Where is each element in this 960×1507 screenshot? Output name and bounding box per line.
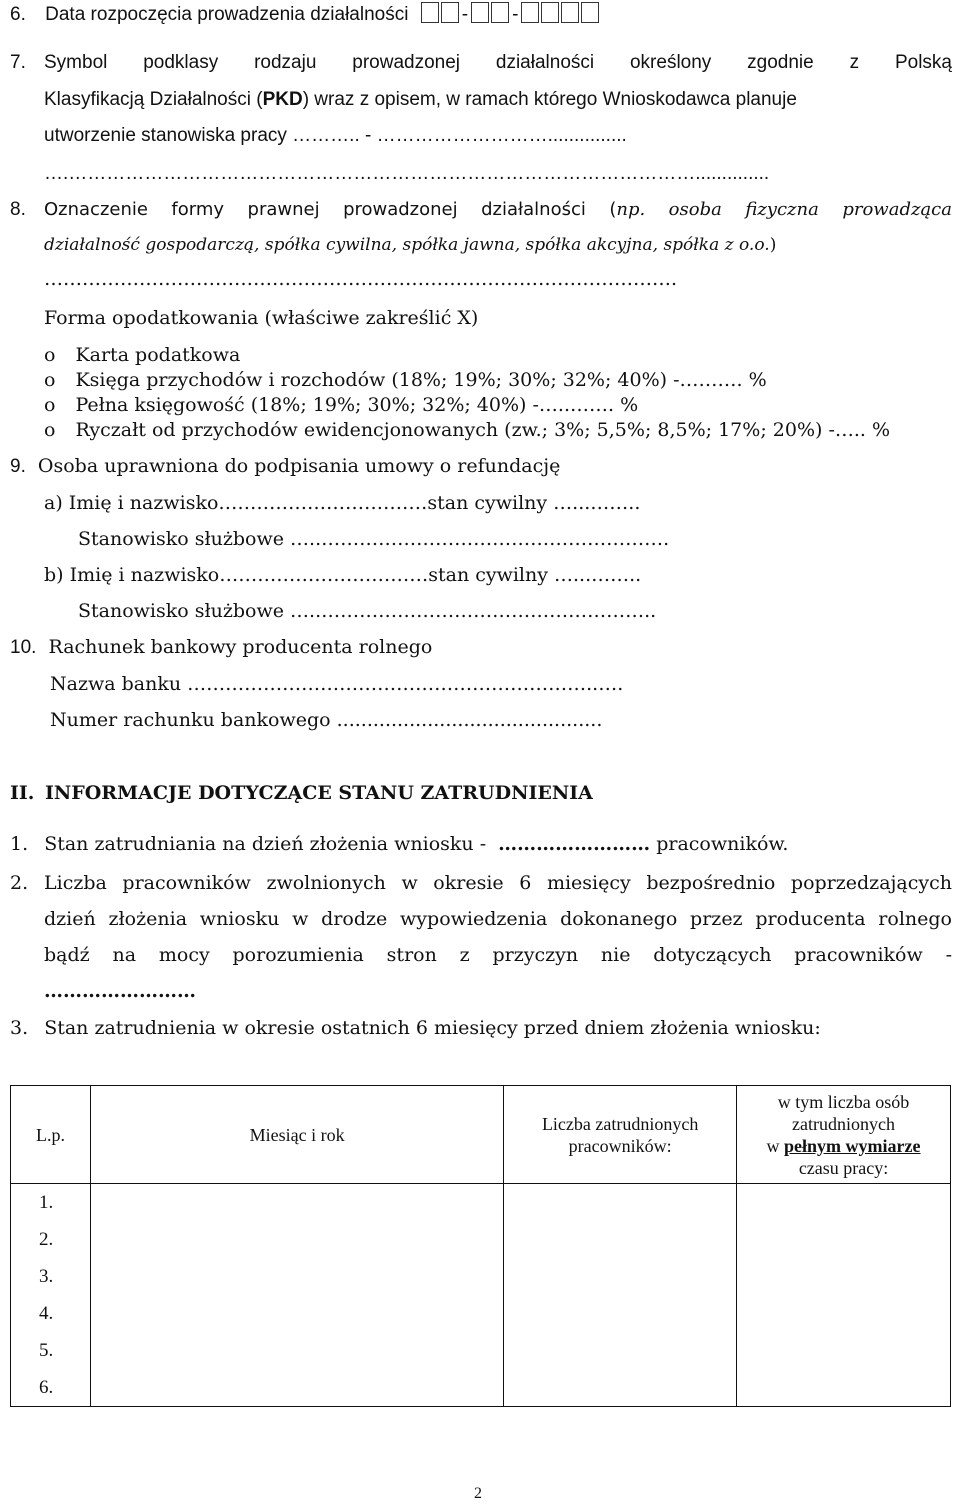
item-8-example-cont: działalność gospodarczą, spółka cywilna, spółka jawna, spółka akcyjna, spółka z o.o. — [44, 235, 770, 255]
account-number-field[interactable]: Numer rachunku bankowego ............................................ — [50, 709, 603, 731]
header-full-time-line-3: czasu pracy: — [798, 1157, 889, 1178]
month-cell[interactable] — [90, 1369, 503, 1407]
header-full-time-emph: pełnym wymiarze — [784, 1135, 921, 1156]
month-cell[interactable] — [90, 1332, 503, 1369]
tax-form-title: Forma opodatkowania (właściwe zakreślić X) — [44, 307, 479, 329]
full-time-cell[interactable] — [737, 1258, 951, 1295]
item-8-paren: ) — [769, 235, 777, 255]
row-number: 3. — [11, 1258, 91, 1295]
checkbox-icon[interactable]: o — [44, 369, 56, 391]
item-7-text: ) wraz z opisem, w ramach którego Wnioskodawca planuje — [302, 89, 797, 110]
date-day-box-2[interactable] — [441, 2, 459, 23]
table-row — [11, 1295, 951, 1332]
date-year-box-2[interactable] — [541, 2, 559, 23]
full-time-cell[interactable] — [737, 1184, 951, 1222]
point-3 — [10, 1017, 821, 1039]
full-time-cell[interactable] — [737, 1295, 951, 1332]
count-cell[interactable] — [504, 1184, 737, 1222]
item-10-number: 10. — [10, 637, 37, 658]
tax-option-label: Księga przychodów i rozchodów (18%; 19%; 30%; 32%; 40%) -………. % — [75, 369, 767, 391]
header-full-time-prefix: w — [766, 1135, 785, 1156]
item-8-line-2 — [44, 235, 776, 255]
item-7-text: Klasyfikacją Działalności ( — [44, 89, 263, 110]
point-2-number: 2. — [10, 872, 29, 894]
section-ii-title: INFORMACJE DOTYCZĄCE STANU ZATRUDNIENIA — [45, 782, 593, 804]
person-a-name-field[interactable]: a) Imię i nazwisko……………………………stan cywilny …...…….. — [44, 492, 641, 514]
checkbox-icon[interactable]: o — [44, 344, 56, 366]
item-7-number: 7. — [10, 52, 26, 73]
person-a-position-field[interactable]: Stanowisko służbowe …..………………………………………………. — [78, 528, 670, 550]
month-cell[interactable] — [90, 1184, 503, 1222]
full-time-cell[interactable] — [737, 1369, 951, 1407]
row-number: 5. — [11, 1332, 91, 1369]
table-row — [11, 1258, 951, 1295]
checkbox-icon[interactable]: o — [44, 419, 56, 441]
row-number: 6. — [11, 1369, 91, 1407]
count-cell[interactable] — [504, 1258, 737, 1295]
tax-option-4[interactable] — [44, 419, 890, 441]
header-full-time — [737, 1086, 951, 1184]
tax-option-label: Pełna księgowość (18%; 19%; 30%; 32%; 40%) -…..……. % — [75, 394, 639, 416]
point-3-label: Stan zatrudnienia w okresie ostatnich 6 miesięcy przed dniem złożenia wniosku: — [44, 1017, 821, 1039]
item-9-number: 9. — [10, 456, 26, 477]
tax-option-2[interactable] — [44, 369, 767, 391]
header-full-time-line-2 — [737, 1135, 950, 1157]
employment-count-field[interactable]: …………………… — [498, 833, 651, 855]
item-7-line-2 — [44, 89, 797, 111]
legal-form-field[interactable]: ………………………………………………………………………………………. — [44, 268, 678, 290]
point-3-number: 3. — [10, 1017, 29, 1039]
table-row — [11, 1184, 951, 1222]
header-lp: L.p. — [11, 1086, 91, 1184]
date-day-box-1[interactable] — [421, 2, 439, 23]
tax-option-label: Ryczałt od przychodów ewidencjonowanych (zw.; 3%; 5,5%; 8,5%; 17%; 20%) -….. % — [75, 419, 891, 441]
table-row — [11, 1221, 951, 1258]
date-month-box-2[interactable] — [491, 2, 509, 23]
full-time-cell[interactable] — [737, 1221, 951, 1258]
dismissed-count-field[interactable]: …………………… — [44, 980, 196, 1002]
table-header-row — [11, 1086, 951, 1184]
header-employee-count: Liczba zatrudnionych pracowników: — [504, 1086, 737, 1184]
table-row — [11, 1332, 951, 1369]
item-8-label: Oznaczenie formy prawnej prowadzonej działalności ( — [44, 199, 617, 220]
point-1-number: 1. — [10, 833, 29, 855]
person-b-name-field[interactable]: b) Imię i nazwisko……………………………stan cywilny …...…….. — [44, 564, 642, 586]
item-8-line-1 — [44, 199, 952, 220]
item-9 — [10, 455, 560, 478]
tax-option-label: Karta podatkowa — [75, 344, 241, 366]
date-year-box-3[interactable] — [561, 2, 579, 23]
count-cell[interactable] — [504, 1295, 737, 1332]
row-number: 4. — [11, 1295, 91, 1332]
date-year-box-1[interactable] — [521, 2, 539, 23]
page-number: 2 — [474, 1485, 482, 1502]
item-9-title: Osoba uprawniona do podpisania umowy o refundację — [37, 455, 561, 477]
section-ii-heading — [10, 782, 593, 804]
table-row — [11, 1369, 951, 1407]
month-cell[interactable] — [90, 1258, 503, 1295]
pkd-abbrev: PKD — [262, 89, 303, 110]
point-1-label: Stan zatrudniania na dzień złożenia wniosku - — [44, 833, 487, 855]
point-2-line-2: dzień złożenia wniosku w drodze wypowiedzenia dokonanego przez producenta rolnego — [44, 908, 952, 930]
full-time-cell[interactable] — [737, 1332, 951, 1369]
item-8-example: np. osoba fizyczna prowadząca — [616, 199, 952, 220]
header-month: Miesiąc i rok — [90, 1086, 503, 1184]
item-8-number: 8. — [10, 199, 26, 220]
row-number: 2. — [11, 1221, 91, 1258]
date-year-box-4[interactable] — [581, 2, 599, 23]
pkd-field[interactable]: utworzenie stanowiska pracy ……….. - ………………………............... — [44, 125, 627, 146]
item-10-title: Rachunek bankowy producenta rolnego — [48, 636, 433, 658]
item-10 — [10, 636, 432, 659]
point-1-unit: pracowników. — [650, 833, 789, 855]
bank-name-field[interactable]: Nazwa banku ………………………………………………………..…. — [50, 673, 624, 695]
point-1 — [10, 833, 788, 855]
checkbox-icon[interactable]: o — [44, 394, 56, 416]
month-cell[interactable] — [90, 1295, 503, 1332]
section-ii-number: II. — [10, 782, 35, 804]
tax-option-3[interactable] — [44, 394, 638, 416]
row-number: 1. — [11, 1184, 91, 1222]
employment-table — [10, 1085, 951, 1407]
date-month-box-1[interactable] — [471, 2, 489, 23]
item-6-number: 6. — [10, 4, 26, 25]
tax-option-1[interactable] — [44, 344, 240, 366]
point-2-line-3: bądź na mocy porozumienia stron z przyczyn nie dotyczących pracowników - — [44, 944, 952, 966]
month-cell[interactable] — [90, 1221, 503, 1258]
item-6 — [10, 2, 600, 26]
count-cell[interactable] — [504, 1332, 737, 1369]
pkd-field-continued[interactable]: ….……………………………………………………………………………………….............. — [44, 163, 770, 184]
item-6-label: Data rozpoczęcia prowadzenia działalności — [45, 4, 409, 25]
header-full-time-line-1: w tym liczba osób zatrudnionych — [777, 1091, 910, 1134]
item-7-line-1: Symbol podklasy rodzaju prowadzonej działalności określony zgodnie z Polską — [44, 52, 952, 73]
date-field[interactable]: - - — [420, 4, 601, 25]
count-cell[interactable] — [504, 1221, 737, 1258]
count-cell[interactable] — [504, 1369, 737, 1407]
point-2-line-1: Liczba pracowników zwolnionych w okresie 6 miesięcy bezpośrednio poprzedzających — [44, 872, 952, 894]
person-b-position-field[interactable]: Stanowisko służbowe …..…………………………………………….. — [78, 600, 657, 622]
